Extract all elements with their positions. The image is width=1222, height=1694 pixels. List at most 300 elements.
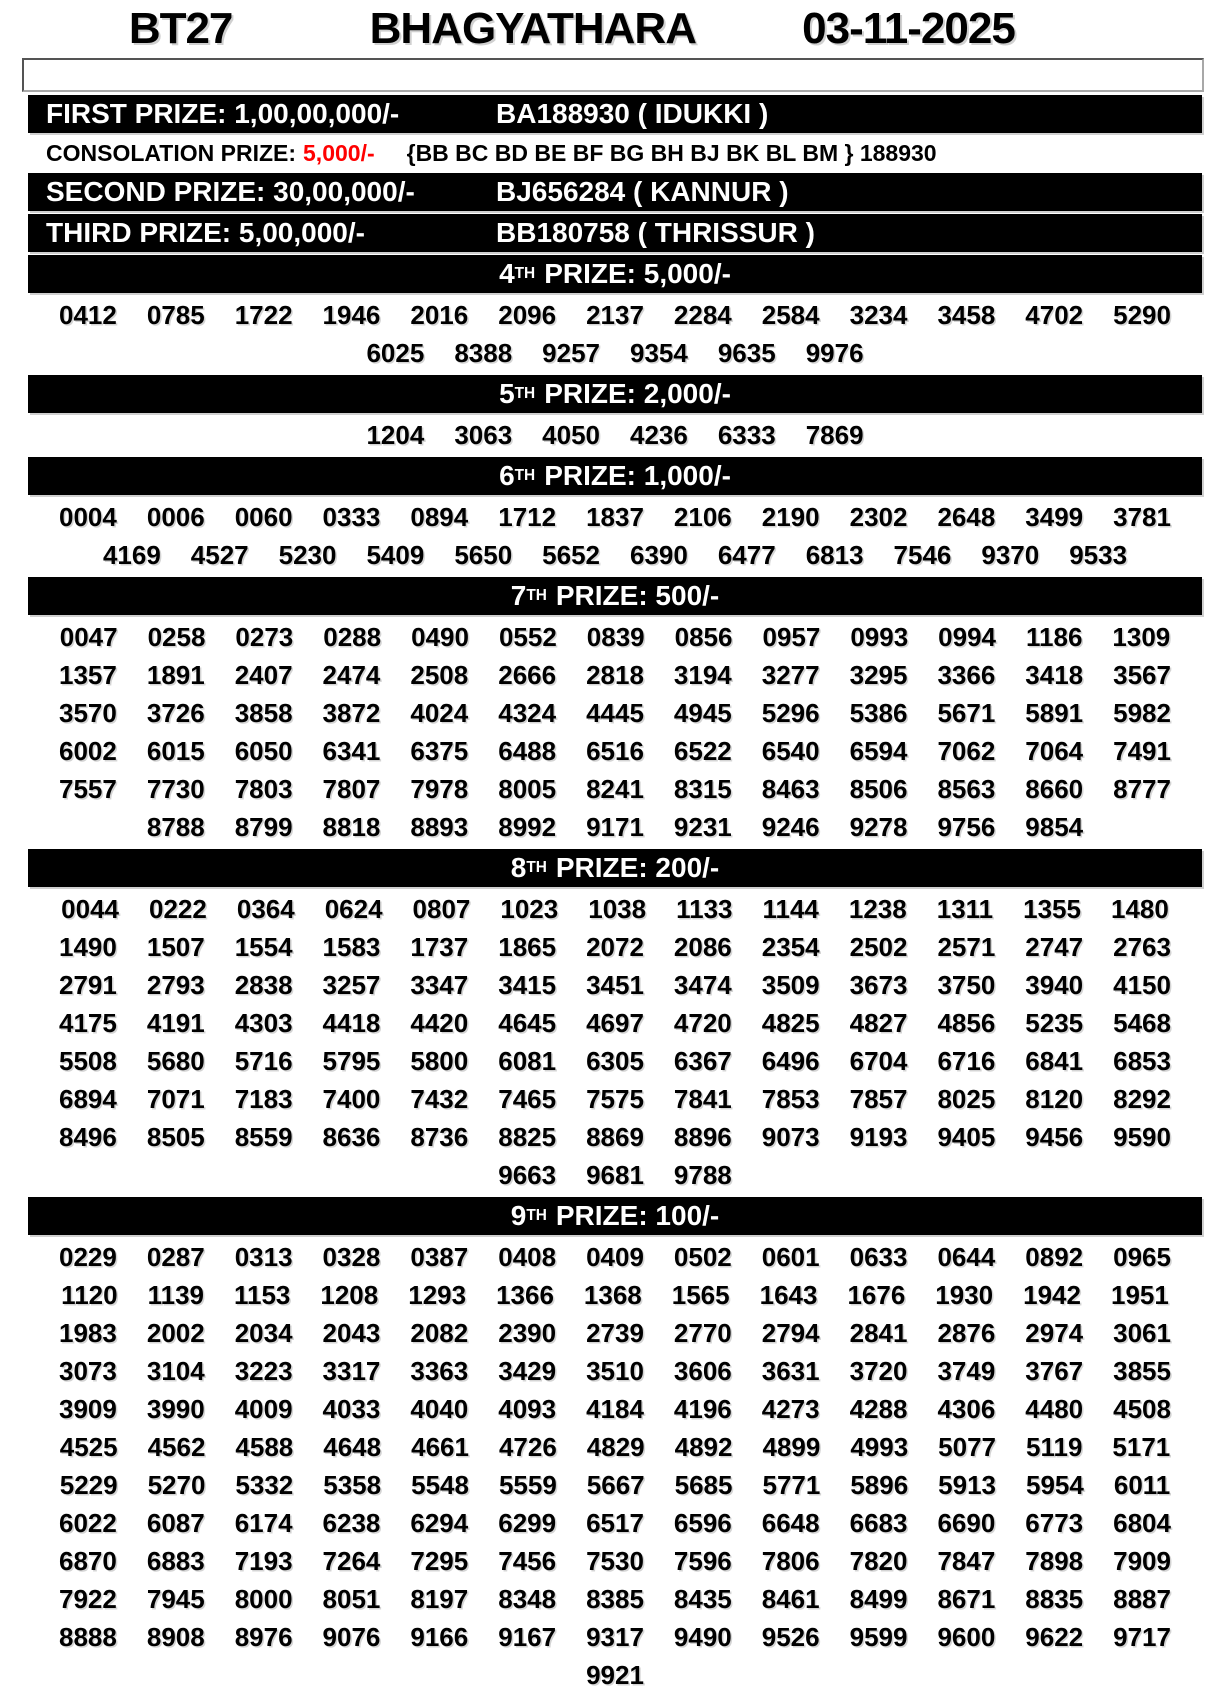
prize-number: 3223 <box>234 1356 293 1386</box>
prize-number: 9756 <box>937 812 996 842</box>
prize-number-row <box>28 928 1202 966</box>
prize-number: 2739 <box>586 1318 644 1348</box>
prize-number: 6002 <box>59 736 117 766</box>
prize-number: 8506 <box>849 774 908 804</box>
prize-number: 1139 <box>147 1280 204 1310</box>
prize-number: 2838 <box>234 970 293 1000</box>
prize-number: 8005 <box>498 774 557 804</box>
prize-number: 5077 <box>938 1432 997 1462</box>
prize-number: 6174 <box>234 1508 293 1538</box>
prize-number: 8992 <box>498 812 557 842</box>
prize-number: 9533 <box>1069 540 1128 570</box>
prize-number: 6294 <box>410 1508 469 1538</box>
prize-number: 2584 <box>761 300 820 330</box>
third-prize-label: THIRD PRIZE: 5,00,000/- <box>46 217 365 248</box>
prize-number: 9257 <box>542 338 600 368</box>
prize-number: 8000 <box>234 1584 293 1614</box>
prize-number: 3234 <box>849 300 908 330</box>
prize-number: 6870 <box>59 1546 117 1576</box>
prize-number: 4024 <box>410 698 469 728</box>
prize-number: 0412 <box>59 300 117 330</box>
prize-number: 8315 <box>673 774 732 804</box>
prize-number: 0502 <box>673 1242 732 1272</box>
prize-number: 4184 <box>586 1394 644 1424</box>
prize-number: 7853 <box>761 1084 820 1114</box>
prize-number: 8835 <box>1025 1584 1084 1614</box>
prize-number: 4827 <box>849 1008 908 1038</box>
prize-number: 2648 <box>937 502 996 532</box>
prize-number-row <box>28 694 1202 732</box>
prize-number: 6333 <box>717 420 776 450</box>
prize-number: 2763 <box>1113 932 1171 962</box>
prize-number: 1023 <box>500 894 559 924</box>
prize-number-row <box>28 770 1202 808</box>
prize-number: 5548 <box>411 1470 469 1500</box>
prize-number: 1120 <box>61 1280 118 1310</box>
prize-number: 0894 <box>410 502 469 532</box>
prize-number: 6238 <box>322 1508 381 1538</box>
prize-number: 2474 <box>322 660 381 690</box>
prize-number: 4945 <box>673 698 732 728</box>
prize-number: 2818 <box>586 660 644 690</box>
prize-number: 4993 <box>850 1432 909 1462</box>
prize-number: 7857 <box>849 1084 908 1114</box>
prize-number: 7546 <box>893 540 952 570</box>
prize-number: 1293 <box>408 1280 467 1310</box>
prize-8th-header-bar: 8 TH PRIZE: 200/- <box>28 849 1202 887</box>
prize-number: 2072 <box>586 932 644 962</box>
prize-number: 5891 <box>1025 698 1084 728</box>
prize-number: 2793 <box>146 970 205 1000</box>
prize-amount-label: PRIZE: 2,000/- <box>544 378 731 409</box>
prize-number: 7730 <box>146 774 205 804</box>
prize-number: 5680 <box>146 1046 205 1076</box>
prize-number: 6853 <box>1113 1046 1171 1076</box>
first-prize-label: FIRST PRIZE: 1,00,00,000/- <box>46 98 400 129</box>
prize-number: 0408 <box>498 1242 557 1272</box>
third-prize-winner: BB180758 ( THRISSUR ) <box>496 217 815 248</box>
prize-number: 8777 <box>1113 774 1171 804</box>
prize-number: 4306 <box>937 1394 996 1424</box>
prize-number: 5270 <box>147 1470 206 1500</box>
prize-number: 4480 <box>1025 1394 1084 1424</box>
prize-number: 5982 <box>1113 698 1171 728</box>
prize-number: 7978 <box>410 774 469 804</box>
prize-number: 3317 <box>322 1356 381 1386</box>
prize-number: 2666 <box>498 660 557 690</box>
prize-number: 6022 <box>59 1508 117 1538</box>
ticket-number-input[interactable] <box>22 58 1204 92</box>
prize-number: 6087 <box>146 1508 205 1538</box>
prize-number: 4825 <box>761 1008 820 1038</box>
prize-number: 1951 <box>1110 1280 1169 1310</box>
prize-number: 5235 <box>1025 1008 1084 1038</box>
prize-number: 7183 <box>234 1084 293 1114</box>
prize-number: 9681 <box>586 1160 644 1190</box>
prize-number: 7071 <box>146 1084 205 1114</box>
second-prize-bar <box>28 173 1202 211</box>
prize-number: 1133 <box>676 894 733 924</box>
prize-number: 3061 <box>1113 1318 1171 1348</box>
prize-number: 1946 <box>322 300 381 330</box>
prize-number: 3858 <box>234 698 293 728</box>
prize-number: 0490 <box>411 622 469 652</box>
prize-number: 5896 <box>850 1470 909 1500</box>
prize-number: 9456 <box>1025 1122 1084 1152</box>
prize-number-row <box>28 1466 1202 1504</box>
prize-ordinal: 8 <box>510 852 527 883</box>
prize-number: 8025 <box>937 1084 996 1114</box>
prize-number: 0047 <box>59 622 118 652</box>
prize-number: 4191 <box>146 1008 205 1038</box>
prize-number: 8292 <box>1113 1084 1171 1114</box>
prize-number: 3509 <box>761 970 820 1000</box>
prize-number: 6011 <box>1113 1470 1171 1500</box>
prize-number: 8385 <box>586 1584 644 1614</box>
prize-number: 7807 <box>322 774 381 804</box>
prize-number-row <box>28 1542 1202 1580</box>
prize-number: 0004 <box>59 502 117 532</box>
prize-number: 7806 <box>761 1546 820 1576</box>
prize-number: 1311 <box>936 894 994 924</box>
prize-number: 6716 <box>937 1046 996 1076</box>
prize-number-row <box>28 1276 1202 1314</box>
prize-number: 1153 <box>233 1280 291 1310</box>
prize-number: 2043 <box>322 1318 381 1348</box>
prize-number: 5650 <box>454 540 513 570</box>
prize-number: 6883 <box>146 1546 205 1576</box>
prize-number: 9073 <box>761 1122 820 1152</box>
prize-amount-label: PRIZE: 500/- <box>555 580 720 611</box>
prize-number: 8388 <box>454 338 513 368</box>
prize-number: 3567 <box>1113 660 1171 690</box>
prize-number: 1712 <box>498 502 557 532</box>
prize-number-row <box>28 296 1202 334</box>
prize-number: 3363 <box>410 1356 469 1386</box>
prize-number: 8736 <box>410 1122 469 1152</box>
prize-number: 9076 <box>322 1622 381 1652</box>
first-prize-bar <box>28 95 1202 133</box>
prize-number: 0006 <box>146 502 205 532</box>
prize-number: 8197 <box>410 1584 469 1614</box>
prize-number: 1490 <box>59 932 117 962</box>
first-prize-winner: BA188930 ( IDUKKI ) <box>496 98 769 129</box>
prize-number: 8496 <box>59 1122 117 1152</box>
prize-number: 1186 <box>1026 622 1083 652</box>
prize-number: 2190 <box>761 502 820 532</box>
prize-number: 9635 <box>717 338 776 368</box>
prize-number: 6690 <box>937 1508 996 1538</box>
prize-number: 0328 <box>322 1242 381 1272</box>
prize-number: 9370 <box>981 540 1040 570</box>
prize-number-row <box>28 1118 1202 1156</box>
prize-number: 3499 <box>1025 502 1084 532</box>
prize-number: 7530 <box>586 1546 644 1576</box>
prize-number: 3855 <box>1113 1356 1171 1386</box>
prize-number: 8559 <box>234 1122 293 1152</box>
prize-number: 7193 <box>234 1546 293 1576</box>
prize-number: 0892 <box>1025 1242 1084 1272</box>
prize-number: 4648 <box>323 1432 382 1462</box>
prize-ordinal: 4 <box>499 258 515 289</box>
prize-number: 5171 <box>1112 1432 1171 1462</box>
prize-number: 2096 <box>498 300 557 330</box>
prize-number: 0856 <box>674 622 733 652</box>
prize-number: 2508 <box>410 660 469 690</box>
prize-number: 9663 <box>498 1160 557 1190</box>
prize-number: 1583 <box>322 932 381 962</box>
prize-number: 3726 <box>146 698 205 728</box>
prize-number: 8896 <box>673 1122 732 1152</box>
prize-number: 9246 <box>761 812 820 842</box>
prize-number: 3510 <box>586 1356 644 1386</box>
prize-number: 5290 <box>1113 300 1171 330</box>
prize-number: 9854 <box>1025 812 1084 842</box>
prize-number: 7491 <box>1113 736 1171 766</box>
prize-number: 5652 <box>542 540 600 570</box>
prize-number: 1480 <box>1110 894 1169 924</box>
prize-number: 0387 <box>410 1242 469 1272</box>
prize-number: 6841 <box>1025 1046 1084 1076</box>
prize-number: 9717 <box>1113 1622 1171 1652</box>
prize-number: 7295 <box>410 1546 469 1576</box>
prize-number-row <box>28 1238 1202 1276</box>
prize-number: 7264 <box>322 1546 381 1576</box>
consolation-amount: 5,000/- <box>303 139 375 166</box>
prize-5th-header-bar: 5 TH PRIZE: 2,000/- <box>28 375 1202 413</box>
prize-number: 3750 <box>937 970 996 1000</box>
prize-number: 0601 <box>761 1242 820 1272</box>
prize-number: 0785 <box>146 300 205 330</box>
prize-number-row <box>28 656 1202 694</box>
prize-number: 3781 <box>1113 502 1171 532</box>
prize-number: 8463 <box>761 774 820 804</box>
prize-number: 8348 <box>498 1584 557 1614</box>
prize-number: 9166 <box>410 1622 469 1652</box>
prize-number: 5716 <box>234 1046 293 1076</box>
prize-number: 6496 <box>761 1046 820 1076</box>
prize-number: 7841 <box>673 1084 732 1114</box>
prize-number: 8788 <box>146 812 205 842</box>
prize-9th-header-bar: 9 TH PRIZE: 100/- <box>28 1197 1202 1235</box>
prize-number: 0333 <box>322 502 381 532</box>
prize-number: 4697 <box>586 1008 644 1038</box>
second-prize-winner: BJ656284 ( KANNUR ) <box>496 176 789 207</box>
prize-number: 3295 <box>849 660 908 690</box>
prize-number: 6594 <box>849 736 908 766</box>
prize-number: 4009 <box>234 1394 293 1424</box>
prize-number: 7432 <box>410 1084 469 1114</box>
consolation-label: CONSOLATION PRIZE: <box>46 139 297 166</box>
prize-number: 2016 <box>410 300 469 330</box>
prize-number: 8799 <box>234 812 293 842</box>
prize-number-row <box>28 1618 1202 1656</box>
prize-number: 6015 <box>146 736 205 766</box>
prize-number: 6804 <box>1113 1508 1171 1538</box>
prize-number: 7596 <box>673 1546 732 1576</box>
prize-number: 8435 <box>673 1584 732 1614</box>
prize-number: 5771 <box>762 1470 821 1500</box>
prize-number: 9788 <box>673 1160 732 1190</box>
prize-number: 3194 <box>673 660 732 690</box>
prize-number: 6050 <box>234 736 293 766</box>
prize-number-row <box>28 1042 1202 1080</box>
prize-number: 7909 <box>1113 1546 1171 1576</box>
prize-number-row <box>28 536 1202 574</box>
prize-number: 0965 <box>1113 1242 1171 1272</box>
prize-number: 0060 <box>234 502 293 532</box>
prize-number: 4899 <box>762 1432 821 1462</box>
prize-number: 4288 <box>849 1394 908 1424</box>
prize-number-row <box>28 1656 1202 1694</box>
prize-number: 8636 <box>322 1122 381 1152</box>
prize-number: 3872 <box>322 698 381 728</box>
prize-number: 2106 <box>673 502 732 532</box>
prize-number: 4324 <box>498 698 557 728</box>
prize-number: 7062 <box>937 736 996 766</box>
prize-number: 6704 <box>849 1046 908 1076</box>
prize-number: 2407 <box>234 660 293 690</box>
consolation-prize-row <box>28 136 1202 170</box>
prize-number: 4445 <box>586 698 644 728</box>
draw-date: 03-11-2025 <box>802 4 1015 53</box>
prize-number: 2082 <box>410 1318 469 1348</box>
prize-number: 4702 <box>1025 300 1084 330</box>
prize-number-row <box>28 890 1202 928</box>
prize-number: 2302 <box>849 502 908 532</box>
prize-number: 2571 <box>937 932 996 962</box>
prize-number: 4196 <box>673 1394 732 1424</box>
prize-number: 3063 <box>454 420 513 450</box>
prize-number: 0994 <box>938 622 997 652</box>
prize-number: 4236 <box>630 420 688 450</box>
prize-number: 7064 <box>1025 736 1084 766</box>
prize-amount-label: PRIZE: 1,000/- <box>544 460 731 491</box>
prize-number: 8818 <box>322 812 381 842</box>
prize-number: 8461 <box>761 1584 820 1614</box>
prize-number: 9599 <box>849 1622 908 1652</box>
prize-number: 2390 <box>498 1318 557 1348</box>
prize-number: 5332 <box>235 1470 294 1500</box>
prize-number: 1357 <box>59 660 117 690</box>
prize-number: 6517 <box>586 1508 644 1538</box>
prize-number: 9590 <box>1113 1122 1171 1152</box>
prize-number: 3606 <box>673 1356 732 1386</box>
prize-number: 2086 <box>673 932 732 962</box>
prize-ordinal: 7 <box>510 580 527 611</box>
prize-number: 8660 <box>1025 774 1084 804</box>
prize-number: 8505 <box>146 1122 205 1152</box>
prize-number: 9490 <box>673 1622 732 1652</box>
prize-number: 3749 <box>937 1356 996 1386</box>
prize-number-row <box>28 1080 1202 1118</box>
prize-number: 4420 <box>410 1008 469 1038</box>
prize-number: 2770 <box>673 1318 732 1348</box>
prize-number: 1643 <box>759 1280 818 1310</box>
prize-number: 9317 <box>586 1622 644 1652</box>
prize-number: 6522 <box>673 736 732 766</box>
lottery-name: BHAGYATHARA <box>369 4 696 53</box>
prize-number: 9622 <box>1025 1622 1084 1652</box>
prize-number: 4150 <box>1113 970 1171 1000</box>
prize-number: 6648 <box>761 1508 820 1538</box>
prize-number: 0552 <box>498 622 557 652</box>
prize-number: 6367 <box>673 1046 732 1076</box>
prize-number: 6596 <box>673 1508 732 1538</box>
prize-number: 4892 <box>674 1432 733 1462</box>
prize-number: 1355 <box>1023 894 1081 924</box>
prize-number: 7575 <box>586 1084 644 1114</box>
prize-number: 1144 <box>762 894 819 924</box>
prize-number: 6488 <box>498 736 557 766</box>
prize-number-row <box>28 1390 1202 1428</box>
prize-number: 3257 <box>322 970 381 1000</box>
prize-number: 3073 <box>59 1356 117 1386</box>
prize-number: 2284 <box>673 300 732 330</box>
prize-7th-header-bar: 7 TH PRIZE: 500/- <box>28 577 1202 615</box>
prize-number: 4033 <box>322 1394 381 1424</box>
prize-number: 6773 <box>1025 1508 1084 1538</box>
prize-number: 1554 <box>234 932 293 962</box>
prize-number: 6305 <box>586 1046 644 1076</box>
prize-number: 2791 <box>59 970 117 1000</box>
prize-number-row <box>28 966 1202 1004</box>
prize-number: 5409 <box>366 540 425 570</box>
prize-number: 8893 <box>410 812 469 842</box>
prize-number: 4856 <box>937 1008 996 1038</box>
prize-number: 1837 <box>586 502 644 532</box>
prize-number: 3474 <box>673 970 732 1000</box>
prize-number: 6390 <box>630 540 688 570</box>
prize-number: 7803 <box>234 774 293 804</box>
prize-number: 9167 <box>498 1622 557 1652</box>
prize-number: 8887 <box>1113 1584 1171 1614</box>
prize-number: 8869 <box>586 1122 644 1152</box>
prize-number: 1309 <box>1112 622 1171 652</box>
prize-number: 8241 <box>586 774 644 804</box>
prize-number: 3570 <box>59 698 117 728</box>
prize-number: 5800 <box>410 1046 469 1076</box>
prize-number: 3347 <box>410 970 469 1000</box>
prize-number: 9526 <box>761 1622 820 1652</box>
prize-number: 4040 <box>410 1394 469 1424</box>
prize-number: 5386 <box>849 698 908 728</box>
prize-amount-label: PRIZE: 5,000/- <box>544 258 731 289</box>
prize-number: 1507 <box>146 932 205 962</box>
prize-number: 3720 <box>849 1356 908 1386</box>
prize-number: 1208 <box>320 1280 379 1310</box>
prize-number: 2502 <box>849 932 908 962</box>
prize-number: 8825 <box>498 1122 557 1152</box>
prize-number: 0313 <box>234 1242 293 1272</box>
prize-number: 6540 <box>761 736 820 766</box>
prize-number: 3451 <box>586 970 644 1000</box>
prize-number: 1722 <box>234 300 293 330</box>
prize-number-row <box>28 1314 1202 1352</box>
prize-number: 5508 <box>59 1046 117 1076</box>
prize-number: 2354 <box>761 932 820 962</box>
prize-number: 4645 <box>498 1008 557 1038</box>
prize-number: 4525 <box>59 1432 118 1462</box>
prize-number: 0807 <box>412 894 471 924</box>
prize-number: 5230 <box>278 540 337 570</box>
prize-6th-header-bar: 6 TH PRIZE: 1,000/- <box>28 457 1202 495</box>
prize-number: 9231 <box>673 812 732 842</box>
prize-number: 5954 <box>1026 1470 1084 1500</box>
prize-number: 6081 <box>498 1046 557 1076</box>
prize-number: 7847 <box>937 1546 996 1576</box>
prize-number: 9278 <box>849 812 908 842</box>
